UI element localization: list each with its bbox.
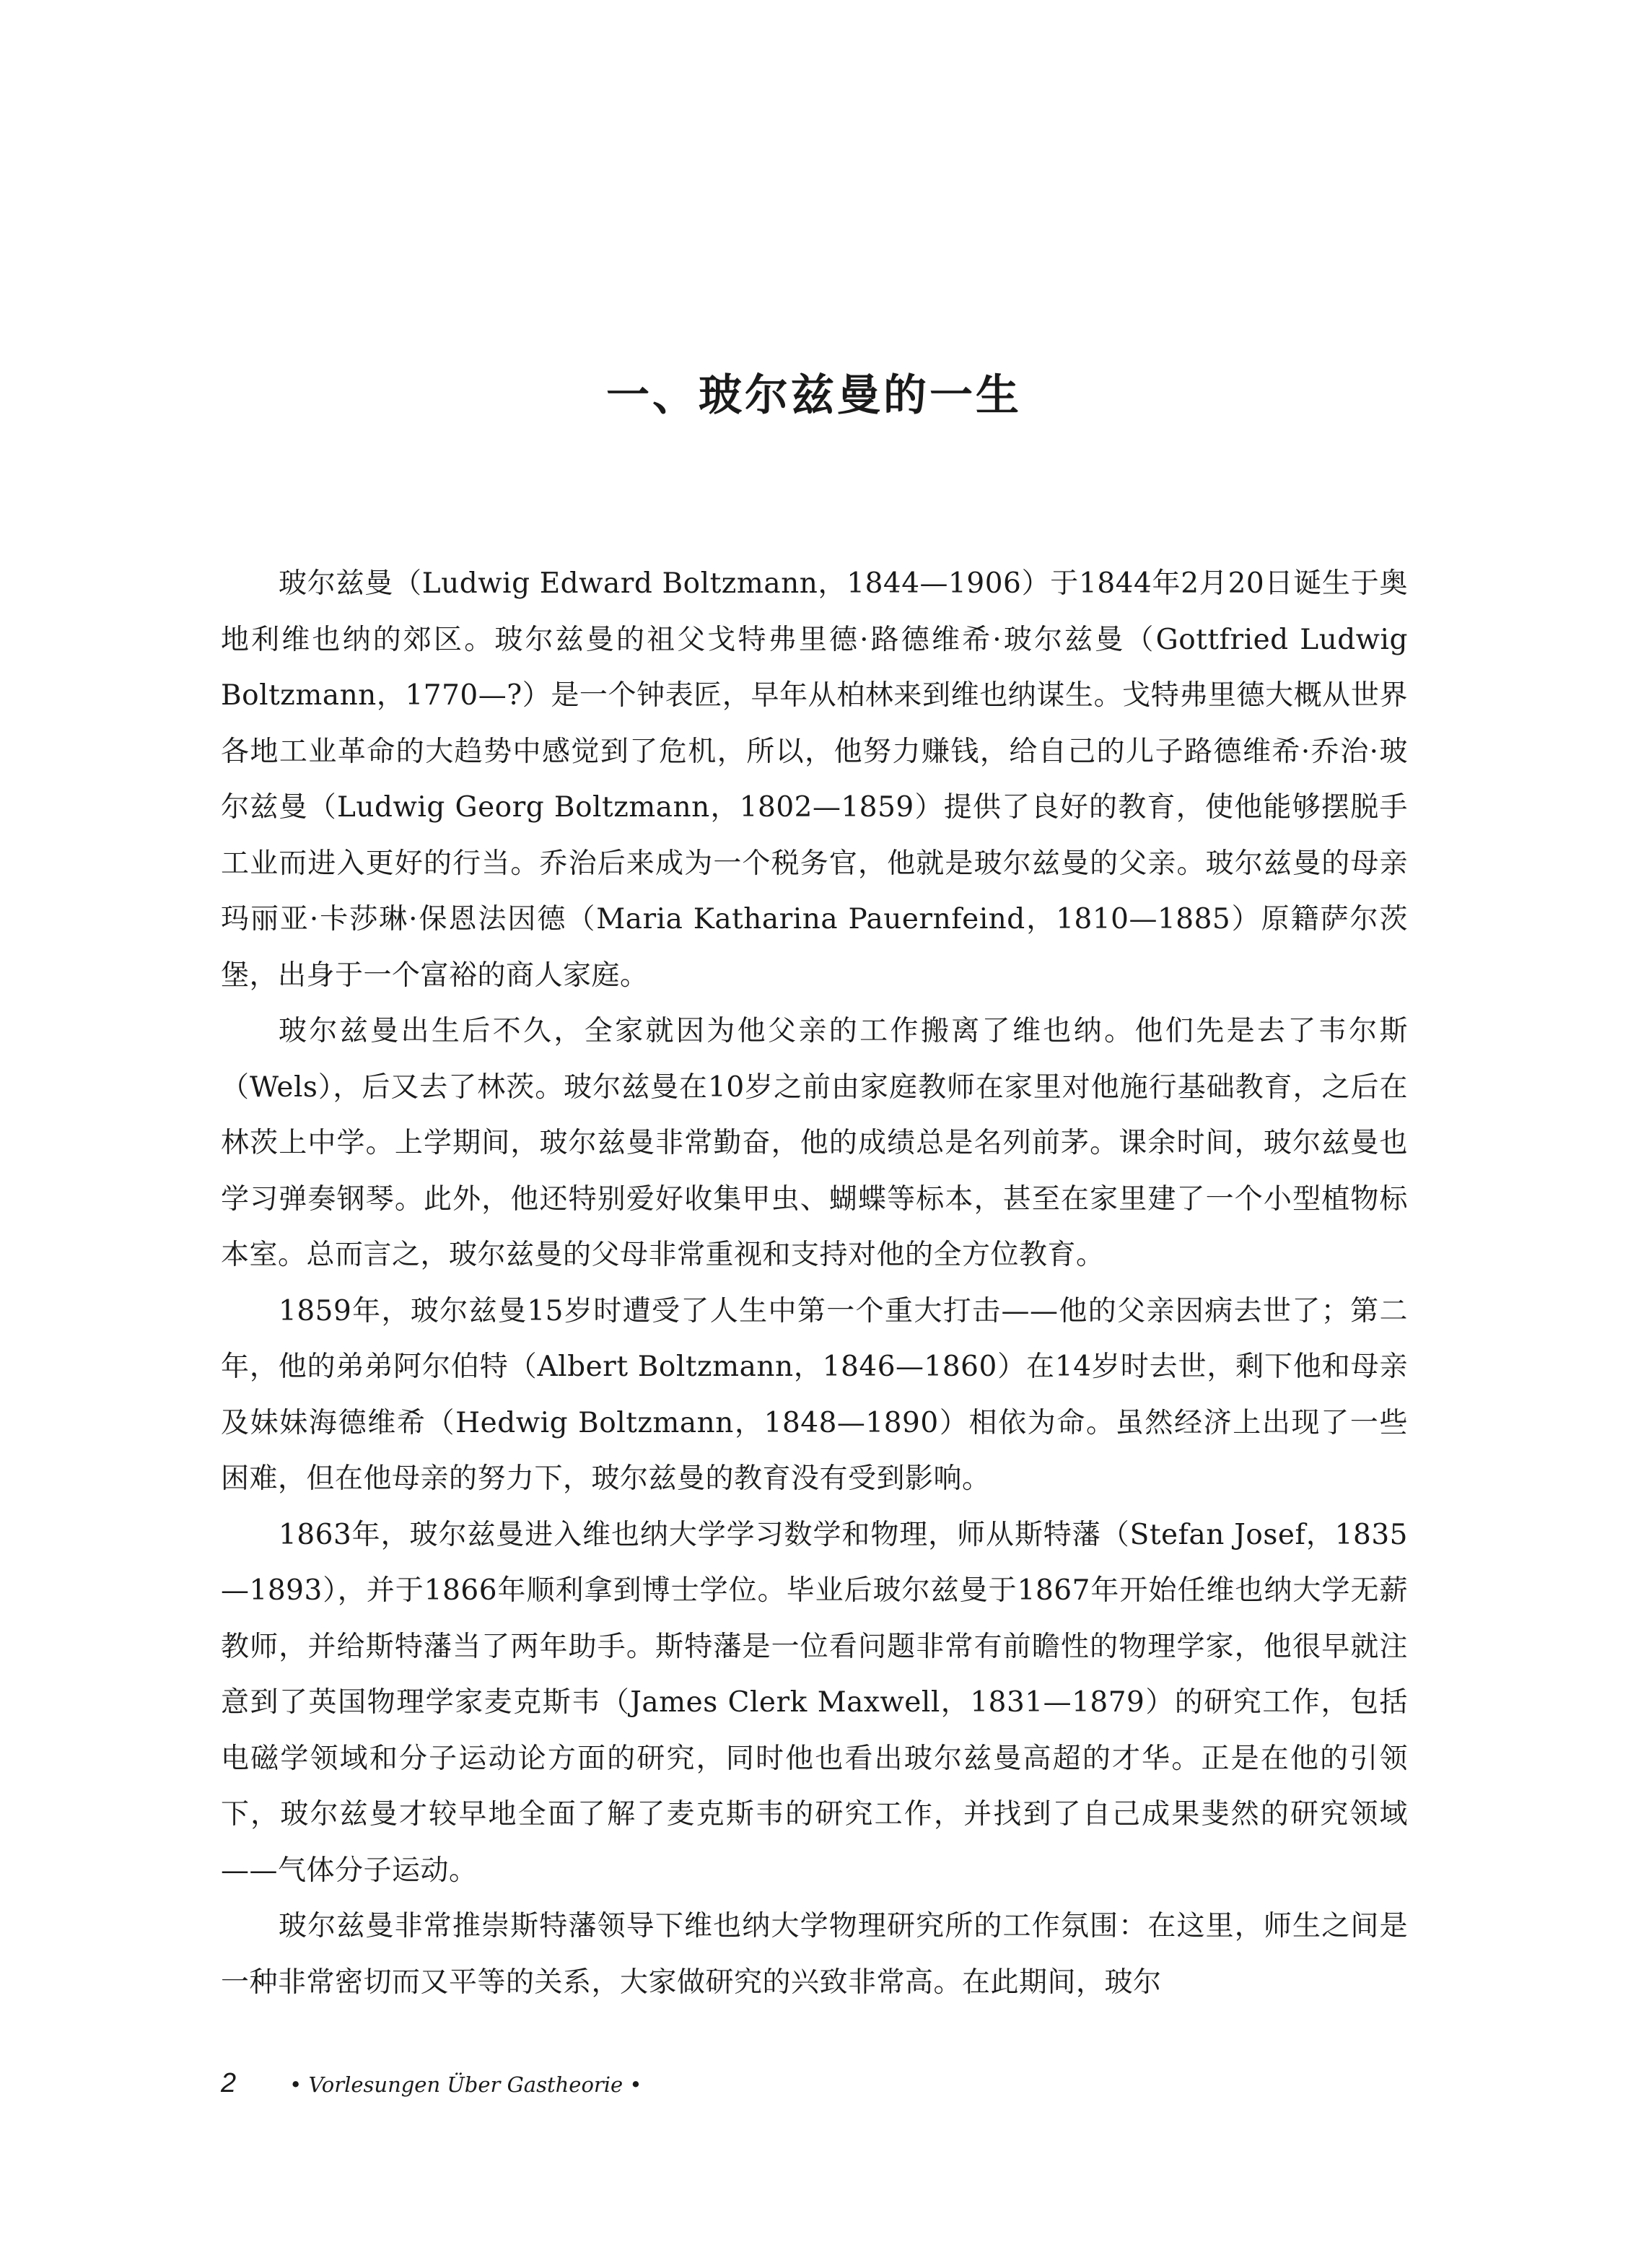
- chapter-title: 一、玻尔兹曼的一生: [606, 370, 1022, 421]
- body-text: [221, 556, 1408, 2010]
- running-header: • Vorlesungen Über Gastheorie •: [289, 2072, 642, 2097]
- page-number: 2: [221, 2068, 237, 2098]
- paragraph: 玻尔兹曼非常推崇斯特藩领导下维也纳大学物理研究所的工作氛围：在这里，师生之间是一种非常密切而又平等的关系，大家做研究的兴致非常高。在此期间，玻尔: [221, 1910, 1408, 1999]
- paragraph: 1859年，玻尔兹曼15岁时遭受了人生中第一个重大打击——他的父亲因病去世了；第二年，他的弟弟阿尔伯特（Albert Boltzmann，1846—1860）在14岁时去世，剩下他和母亲及妹妹海德维希（Hedwig Boltzmann，1848—1890）相依为命。虽然经济上出现了一些困难，但在他母亲的努力下，玻尔兹曼的教育没有受到影响。: [221, 1294, 1408, 1495]
- page-footer: [221, 2068, 642, 2099]
- paragraph: 玻尔兹曼（Ludwig Edward Boltzmann，1844—1906）于1844年2月20日诞生于奥地利维也纳的郊区。玻尔兹曼的祖父戈特弗里德·路德维希·玻尔兹曼（Gottfried Ludwig Boltzmann，1770—?）是一个钟表匠，早年从柏林来到维也纳谋生。戈特弗里德大概从世界各地工业革命的大趋势中感觉到了危机，所以，他努力赚钱，给自己的儿子路德维希·乔治·玻尔兹曼（Ludwig Georg Boltzmann，1802—1859）提供了良好的教育，使他能够摆脱手工业而进入更好的行当。乔治后来成为一个税务官，他就是玻尔兹曼的父亲。玻尔兹曼的母亲玛丽亚·卡莎琳·保恩法因德（Maria Katharina Pauernfeind，1810—1885）原籍萨尔茨堡，出身于一个富裕的商人家庭。: [221, 567, 1408, 992]
- paragraph: 1863年，玻尔兹曼进入维也纳大学学习数学和物理，师从斯特藩（Stefan Josef，1835—1893），并于1866年顺利拿到博士学位。毕业后玻尔兹曼于1867年开始任维也纳大学无薪教师，并给斯特藩当了两年助手。斯特藩是一位看问题非常有前瞻性的物理学家，他很早就注意到了英国物理学家麦克斯韦（James Clerk Maxwell，1831—1879）的研究工作，包括电磁学领域和分子运动论方面的研究，同时他也看出玻尔兹曼高超的才华。正是在他的引领下，玻尔兹曼才较早地全面了解了麦克斯韦的研究工作，并找到了自己成果斐然的研究领域——气体分子运动。: [221, 1518, 1408, 1887]
- paragraph: 玻尔兹曼出生后不久，全家就因为他父亲的工作搬离了维也纳。他们先是去了韦尔斯（Wels），后又去了林茨。玻尔兹曼在10岁之前由家庭教师在家里对他施行基础教育，之后在林茨上中学。上学期间，玻尔兹曼非常勤奋，他的成绩总是名列前茅。课余时间，玻尔兹曼也学习弹奏钢琴。此外，他还特别爱好收集甲虫、蝴蝶等标本，甚至在家里建了一个小型植物标本室。总而言之，玻尔兹曼的父母非常重视和支持对他的全方位教育。: [221, 1015, 1408, 1271]
